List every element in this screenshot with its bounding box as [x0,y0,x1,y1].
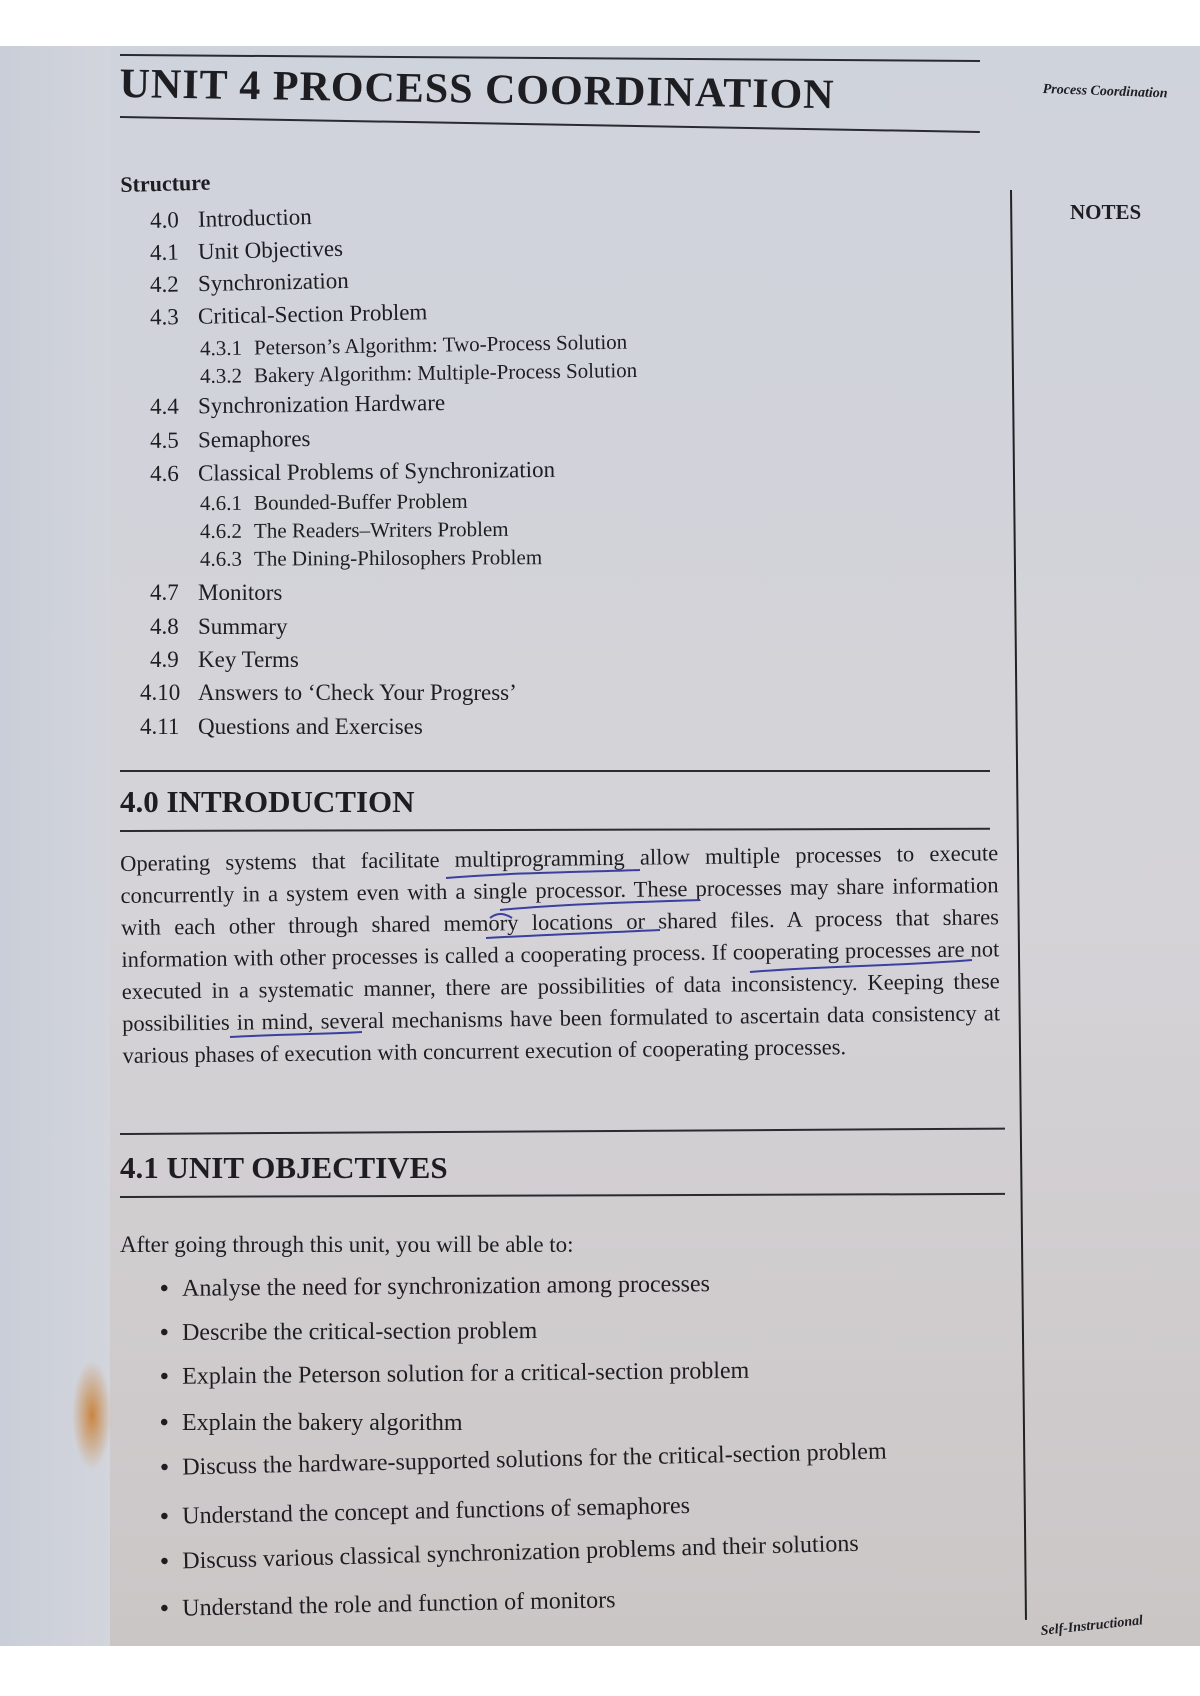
toc-label: Summary [198,614,288,639]
toc-number: 4.6 [149,460,179,487]
toc-label: The Readers–Writers Problem [253,516,509,543]
underline-shared-memory [486,930,660,938]
toc-label: Bakery Algorithm: Multiple-Process Solution [253,357,638,388]
toc-number: 4.10 [140,680,181,705]
bullet-icon: • [160,1503,169,1530]
toc-number: 4.9 [150,647,179,672]
toc-label: Critical-Section Problem [197,299,428,329]
toc-number: 4.6.2 [199,518,243,544]
running-head: Process Coordination [1042,82,1168,102]
underline-multiprogramming [446,870,640,878]
underline-cooperating-process [750,960,972,972]
toc-label: Unit Objectives [197,235,344,265]
objective-text: Analyse the need for synchronization among processes [181,1271,711,1302]
toc-label: Key Terms [198,647,299,672]
toc-number: 4.0 [149,207,180,233]
toc-number: 4.5 [149,427,179,453]
toc-number: 4.6.1 [199,490,243,516]
objective-text: Describe the critical-section problem [181,1318,538,1346]
bullet-icon: • [160,1548,170,1575]
introduction-paragraph: Operating systems that facilitate multiprogramming allow multiple processes to execute concurrently in a system even with a single processor. These processes may share information with each other through shared memory locations or shared files. A process that shares information with other processes is called a cooperating process. If cooperating processes are not executed in a systematic manner, there are possibilities of data inconsistency. Keeping these possibilities in mind, several mechanisms have been formulated to ascertain data consistency at various phases of execution with concurrent execution of cooperating processes. [120,840,1001,1068]
toc-label: The Dining-Philosophers Problem [253,545,543,571]
toc-number: 4.8 [150,614,179,639]
bullet-icon: • [160,1363,169,1390]
bullet-icon: • [160,1454,169,1481]
underline-inconsistency [230,1032,362,1037]
objective-item [160,1271,710,1303]
toc-number: 4.7 [150,580,179,605]
toc-number: 4.3 [149,304,180,330]
toc-label: Semaphores [197,426,311,453]
objective-text: Understand the role and function of monitors [181,1587,616,1622]
bullet-icon: • [160,1275,169,1302]
toc-label: Classical Problems of Synchronization [197,456,556,486]
underline-single-processor [500,900,700,910]
objective-text: Explain the Peterson solution for a critical-section problem [181,1357,750,1390]
toc-label: Introduction [197,204,312,232]
objective-text: Explain the bakery algorithm [182,1410,463,1436]
toc-number: 4.11 [140,714,180,739]
toc-label: Questions and Exercises [198,714,423,739]
toc-label: Answers to ‘Check Your Progress’ [198,680,517,705]
bullet-icon: • [160,1410,169,1436]
introduction-heading: 4.0 INTRODUCTION [120,784,415,819]
toc-label: Peterson’s Algorithm: Two-Process Solution [253,329,628,360]
objective-text: Discuss the hardware-supported solutions for the critical-section problem [181,1438,887,1481]
toc-number: 4.6.3 [199,546,243,571]
toc-label: Monitors [198,580,283,605]
structure-heading: Structure [120,169,211,197]
objective-item [160,1410,463,1437]
unit-title: UNIT 4 PROCESS COORDINATION [119,60,835,119]
mark-shared [490,914,512,918]
objective-text: Understand the concept and functions of semaphores [181,1492,691,1530]
toc-number: 4.3.2 [199,363,243,389]
toc-number: 4.4 [149,393,179,420]
toc-label: Synchronization Hardware [197,389,446,419]
footer-self-instructional: Self-Instructional [1040,1613,1144,1639]
toc-label: Bounded-Buffer Problem [253,488,468,515]
toc-number: 4.1 [149,239,180,266]
toc-number: 4.2 [149,271,180,298]
objective-item [160,1318,537,1347]
toc-label: Synchronization [197,267,349,297]
objectives-heading: 4.1 UNIT OBJECTIVES [120,1150,448,1185]
notes-label: NOTES [1070,200,1142,224]
bullet-icon: • [160,1595,169,1622]
bullet-icon: • [160,1319,169,1346]
toc-number: 4.3.1 [199,335,243,361]
objectives-intro: After going through this unit, you will be able to: [120,1232,574,1257]
objective-text: Discuss various classical synchronization problems and their solutions [181,1530,859,1575]
